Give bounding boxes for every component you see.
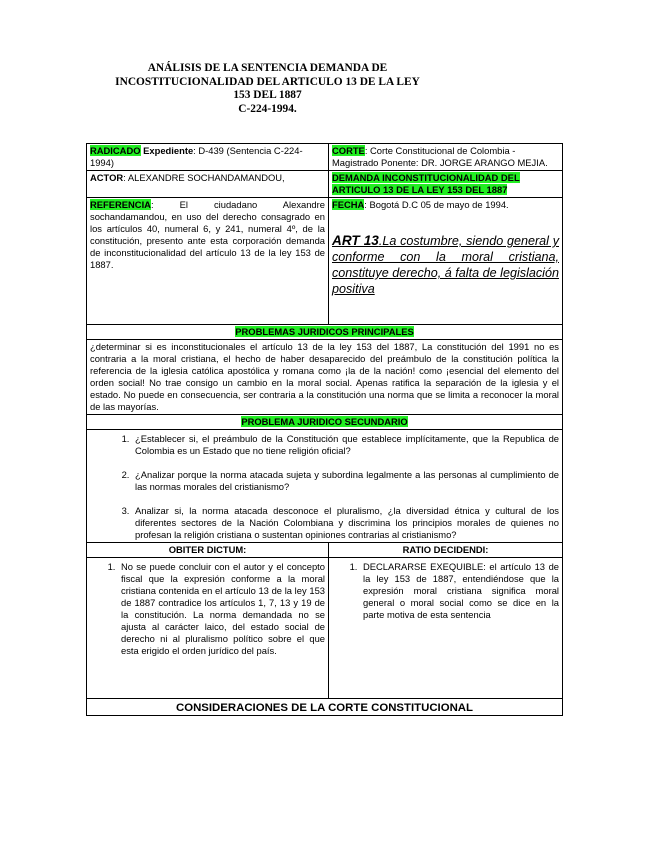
ratio-decidendi-header: RATIO DECIDENDI: <box>329 543 563 558</box>
problemas-principales-title: PROBLEMAS JURIDICOS PRINCIPALES <box>235 326 414 337</box>
row-referencia <box>87 198 563 325</box>
problema-secundario-list-cell <box>87 430 563 543</box>
corte-value: : Corte Constitucional de Colombia - Magistrado Ponente: DR. JORGE ARANGO MEJIA. <box>332 145 548 168</box>
list-item: 1. No se puede concluir con el autor y el concepto fiscal que la expresión conforme a la moral cristiana contenida en el artículo 13 de la ley 153 de 1887 contradice los artículos 1, 7, 13 y 19 de la constitución. La norma demandada no se ajusta al carácter laico, del estado social de derecho ni al pluralismo político sobre el que esta erigido el orden jurídico del país. <box>118 561 325 657</box>
cell-corte <box>329 144 563 171</box>
problema-secundario-list <box>90 433 559 541</box>
row-dictum-content <box>87 558 563 699</box>
corte-label: CORTE <box>332 145 365 156</box>
title-line-2: INCOSTITUCIONALIDAD DEL ARTICULO 13 DE LA LEY <box>115 75 420 88</box>
demanda-text: DEMANDA INCONSTITUCIONALIDAD DEL ARTICULO 13 DE LA LEY 153 DEL 1887 <box>332 172 520 195</box>
cell-demanda <box>329 171 563 198</box>
row-problemas-text <box>87 340 563 415</box>
fecha-value: : Bogotá D.C 05 de mayo de 1994. <box>364 199 509 210</box>
expediente-label: Expediente <box>143 145 194 156</box>
analysis-table <box>86 143 563 716</box>
list-item: 1. DECLARARSE EXEQUIBLE: el artículo 13 de la ley 153 de 1887, entendiéndose que la expresión moral cristiana significa moral general o moral social como se dice en la parte motiva de esta sentencia <box>360 561 559 621</box>
problema-secundario-header <box>87 415 563 430</box>
problemas-principales-text: ¿determinar si es inconstitucionales el artículo 13 de la ley 153 del 1887, La constitución del 1991 no es contraria a la moral cristiana, el hecho de haber desaparecido del preámbulo de la constitución política la referencia de la iglesia católica apostólica y romana como ¡la de la nación! como ¡esencial del elemento del orden social! No trae consigo un cambio en la moral social. Apenas ratifica la separación de la iglesia y el estado. No puede en consecuencia, ser contraria a la constitución una norma que se limita a reconocer la moral de las mayorías. <box>87 340 563 415</box>
problemas-principales-header <box>87 325 563 340</box>
title-line-1: ANÁLISIS DE LA SENTENCIA DEMANDA DE <box>147 62 388 74</box>
ratio-list <box>332 561 559 621</box>
obiter-list <box>90 561 325 657</box>
problema-secundario-title: PROBLEMA JURIDICO SECUNDARIO <box>241 416 408 427</box>
list-item: 2. ¿Analizar porque la norma atacada sujeta y subordina legalmente a las personas al cumplimiento de las normas morales del cristianismo? <box>132 469 559 493</box>
referencia-label: REFERENCIA <box>90 199 151 210</box>
consideraciones-header: CONSIDERACIONES DE LA CORTE CONSTITUCIONAL <box>87 699 563 716</box>
list-item: 1. ¿Establecer si, el preámbulo de la Constitución que establece implícitamente, que la Republica de Colombia es un Estado que no tiene religión oficial? <box>132 433 559 457</box>
row-dictum-headers <box>87 543 563 558</box>
ratio-decidendi-cell <box>329 558 563 699</box>
art13-text: .La costumbre, siendo general y conforme con la moral cristiana, constituye derecho, á falta de legislación positiva <box>332 234 559 296</box>
row-actor <box>87 171 563 198</box>
row-consideraciones <box>87 699 563 716</box>
title-line-3: 153 DEL 1887 <box>233 89 302 101</box>
cell-actor <box>87 171 329 198</box>
art13-text-block <box>332 233 559 297</box>
radicado-value: : D-439 (Sentencia C-224-1994) <box>90 145 303 168</box>
row-radicado <box>87 144 563 171</box>
actor-value: : ALEXANDRE SOCHANDAMANDOU, <box>123 172 285 183</box>
row-secundario-header <box>87 415 563 430</box>
actor-label: ACTOR <box>90 172 124 183</box>
row-secundario-list <box>87 430 563 543</box>
cell-fecha-art <box>329 198 563 325</box>
cell-radicado <box>87 144 329 171</box>
referencia-value: : El ciudadano Alexandre sochandamandou, en uso del derecho consagrado en los artículos 40, numeral 6, y 241, numeral 4º, de la constitución, presento ante esta corporación demanda de inconstitucionalidad del artículo 13 de la ley 153 de 1887. <box>90 199 325 270</box>
obiter-dictum-header: OBITER DICTUM: <box>87 543 329 558</box>
radicado-label: RADICADO <box>90 145 141 156</box>
document-title <box>70 62 465 116</box>
row-problemas-header <box>87 325 563 340</box>
title-line-4: C-224-1994. <box>238 102 297 115</box>
fecha-label: FECHA <box>332 199 365 210</box>
list-item: 3. Analizar si, la norma atacada desconoce el pluralismo, ¿la diversidad étnica y cultural de los diferentes sectores de la Nación Colombiana y discrimina los principios morales de quienes no profesan la religión cristiana o sustentan opiniones contrarias al cristianismo? <box>132 505 559 541</box>
cell-referencia <box>87 198 329 325</box>
obiter-dictum-cell <box>87 558 329 699</box>
art13-label: ART 13 <box>332 233 379 248</box>
